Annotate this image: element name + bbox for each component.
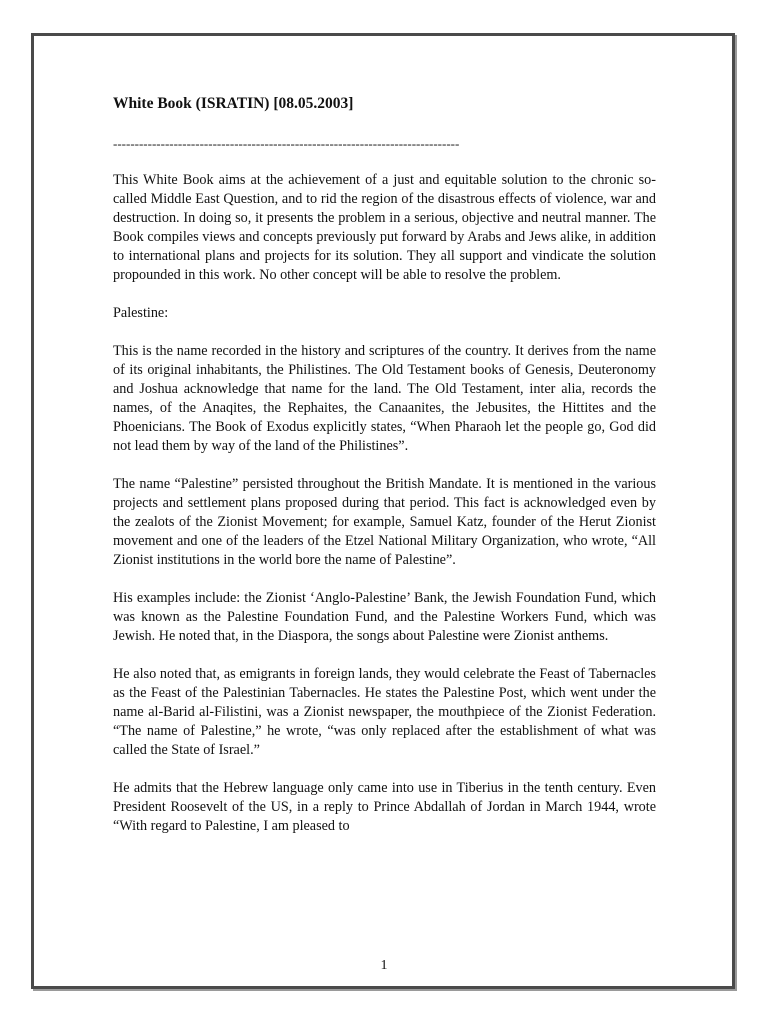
- document-title: White Book (ISRATIN) [08.05.2003]: [113, 95, 354, 112]
- page-number: 1: [380, 958, 388, 973]
- paragraph-name-origin: This is the name recorded in the history and scriptures of the country. It derives from the name of its original inhabitants, the Philistines. The Old Testament books of Genesis, Deuteronomy and Joshua acknowledge that name for the land. The Old Testament, inter alia, records the names, of the Anaqites, the Rephaites, the Canaanites, the Jebusites, the Hittites and the Phoenicians. The Book of Exodus explicitly states, “When Pharaoh let the people go, God did not lead them by way of the land of the Philistines”.: [113, 343, 656, 454]
- section-heading-palestine: Palestine:: [113, 305, 169, 321]
- paragraph-intro: This White Book aims at the achievement of a just and equitable solution to the chronic so-called Middle East Question, and to rid the region of the disastrous effects of violence, war and destruction. In doing so, it presents the problem in a serious, objective and neutral manner. The Book compiles views and concepts previously put forward by Arabs and Jews alike, in addition to international plans and projects for its solution. They all support and vindicate the solution propounded in this work. No other concept will be able to resolve the problem.: [113, 172, 656, 283]
- paragraph-examples: His examples include: the Zionist ‘Anglo-Palestine’ Bank, the Jewish Foundation Fund, which was known as the Palestine Foundation Fund, and the Palestine Workers Fund, which was Jewish. He noted that, in the Diaspora, the songs about Palestine were Zionist anthems.: [113, 590, 656, 644]
- document-body: [113, 94, 656, 836]
- separator-line: --------------------------------------------------------------------------------: [113, 136, 460, 151]
- paragraph-british-mandate: The name “Palestine” persisted throughout the British Mandate. It is mentioned in the various projects and settlement plans proposed during that period. This fact is acknowledged even by the zealots of the Zionist Movement; for example, Samuel Katz, founder of the Herut Zionist movement and one of the leaders of the Etzel National Military Organization, who wrote, “All Zionist institutions in the world bore the name of Palestine”.: [113, 476, 656, 568]
- paragraph-tabernacles: He also noted that, as emigrants in foreign lands, they would celebrate the Feast of Tabernacles as the Feast of the Palestinian Tabernacles. He states the Palestine Post, which went under the name al-Barid al-Filistini, was a Zionist newspaper, the mouthpiece of the Zionist Federation. “The name of Palestine,” he wrote, “was only replaced after the establishment of what was called the State of Israel.”: [113, 666, 656, 758]
- paragraph-hebrew-language: He admits that the Hebrew language only came into use in Tiberius in the tenth century. Even President Roosevelt of the US, in a reply to Prince Abdallah of Jordan in March 1944, wrote “With regard to Palestine, I am pleased to: [113, 780, 656, 834]
